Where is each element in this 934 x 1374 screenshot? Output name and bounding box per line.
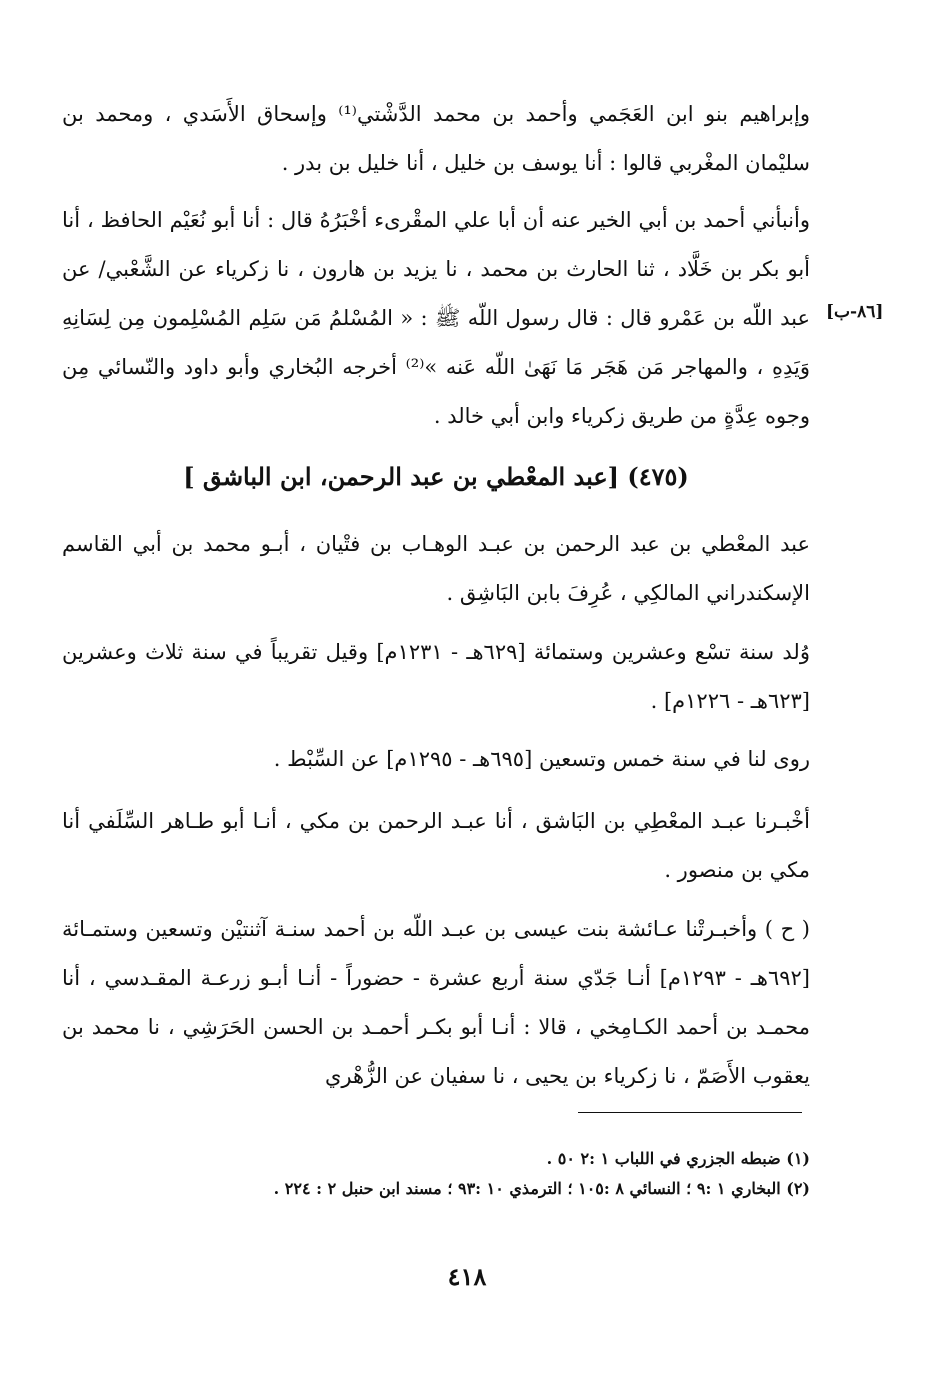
paragraph-birth bbox=[62, 628, 810, 726]
paragraph-text: أخْبـرنا عبـد المعْطِي بن البَاشق ، أنا عبـد الرحمن بن مكي ، أنـا أبو طـاهر السِّلَفي أنا مكي بن منصور . bbox=[62, 809, 810, 882]
paragraph-text: ( ح ) وأخبـرتْنا عـائشة بنت عيسى بن عبـد اللّه بن أحمد سنـة آثنتيْن وتسعين وستمـائة [٦٩٢هـ - ١٢٩٣م] أنـا جَدّي سنة أربع عشرة - حضوراً - أنـا أبـو زرعـة المقـدسي ، أنا محمـد بن أحمد الكـامِخي ، قالا : أنـا أبو بكـر أحمـد بن الحسن الحَرَشِي ، نا محمد بن يعقوب الأَصَمّ ، نا زكرياء بن يحيى ، نا سفيان عن الزُّهْري bbox=[62, 917, 810, 1088]
paragraph-narration bbox=[62, 735, 810, 784]
paragraph-text: وإبراهيم بنو ابن العَجَمي وأحمد بن محمد الدَّشْتي⁽¹⁾ وإسحاق الأَسَدي ، ومحمد بن سليْمان المغْربي قالوا : أنا يوسف بن خليل ، أنا خليل بن بدر . bbox=[62, 102, 810, 175]
paragraph-text: عبد المعْطي بن عبد الرحمن بن عبـد الوهـاب بن فتْيان ، أبـو محمد بن أبي القاسم الإسكندراني المالكِي ، عُرِفَ بابن البَاشِق . bbox=[62, 532, 810, 605]
paragraph-text: وُلد سنة تسْع وعشرين وستمائة [٦٢٩هـ - ١٢٣١م] وقيل تقريباً في سنة ثلاث وعشرين [٦٢٣هـ - ١٢٢٦م] . bbox=[62, 640, 810, 713]
page-number: ٤١٨ bbox=[447, 1262, 487, 1291]
footnote-1: (١) ضبطه الجزري في اللباب ١ :٢ ٥٠ . bbox=[546, 1149, 810, 1168]
footnotes bbox=[200, 1144, 810, 1204]
paragraph-chain-1 bbox=[62, 797, 810, 895]
manuscript-folio-note: [٨٦-ب] bbox=[826, 302, 884, 322]
footnote-divider bbox=[578, 1112, 802, 1113]
paragraph-chain-continuation bbox=[62, 90, 810, 188]
paragraph-hadith bbox=[62, 196, 810, 441]
paragraph-text: وأنبأني أحمد بن أبي الخير عنه أن أبا علي المقْرىء أخْبَرُهُ قال : أنا أبو نُعَيْم الحافظ ، أنا أبو بكر بن خَلَّاد ، ثنا الحارث بن محمد ، نا يزيد بن هارون ، نا زكرياء عن الشَّعْبي/ عن عبد اللّه بن عَمْرو قال : قال رسول اللّه ﷺ : « المُسْلمُ مَن سَلِم المُسْلِمون مِن لِسَانِهِ وَيَدِهِ ، والمهاجر مَن هَجَر مَا نَهَىٰ اللّه عَنه »⁽²⁾ أخرجه البُخاري وأبو داود والنّسائي مِن وجوه عِدَّةٍ من طريق زكرياء وابن أبي خالد . bbox=[62, 208, 810, 428]
paragraph-chain-2 bbox=[62, 905, 810, 1101]
paragraph-text: روى لنا في سنة خمس وتسعين [٦٩٥هـ - ١٢٩٥م] عن السِّبْط . bbox=[273, 747, 810, 771]
paragraph-name bbox=[62, 520, 810, 618]
biography-heading: (٤٧٥) [عبد المعْطي بن عبد الرحمن، ابن الباشق ] bbox=[183, 462, 689, 491]
footnote-2: (٢) البخاري ١ :٩ ؛ النسائي ٨ :١٠٥ ؛ الترمذي ١٠ :٩٣ ؛ مسند ابن حنبل ٢ : ٢٢٤ . bbox=[273, 1179, 810, 1198]
